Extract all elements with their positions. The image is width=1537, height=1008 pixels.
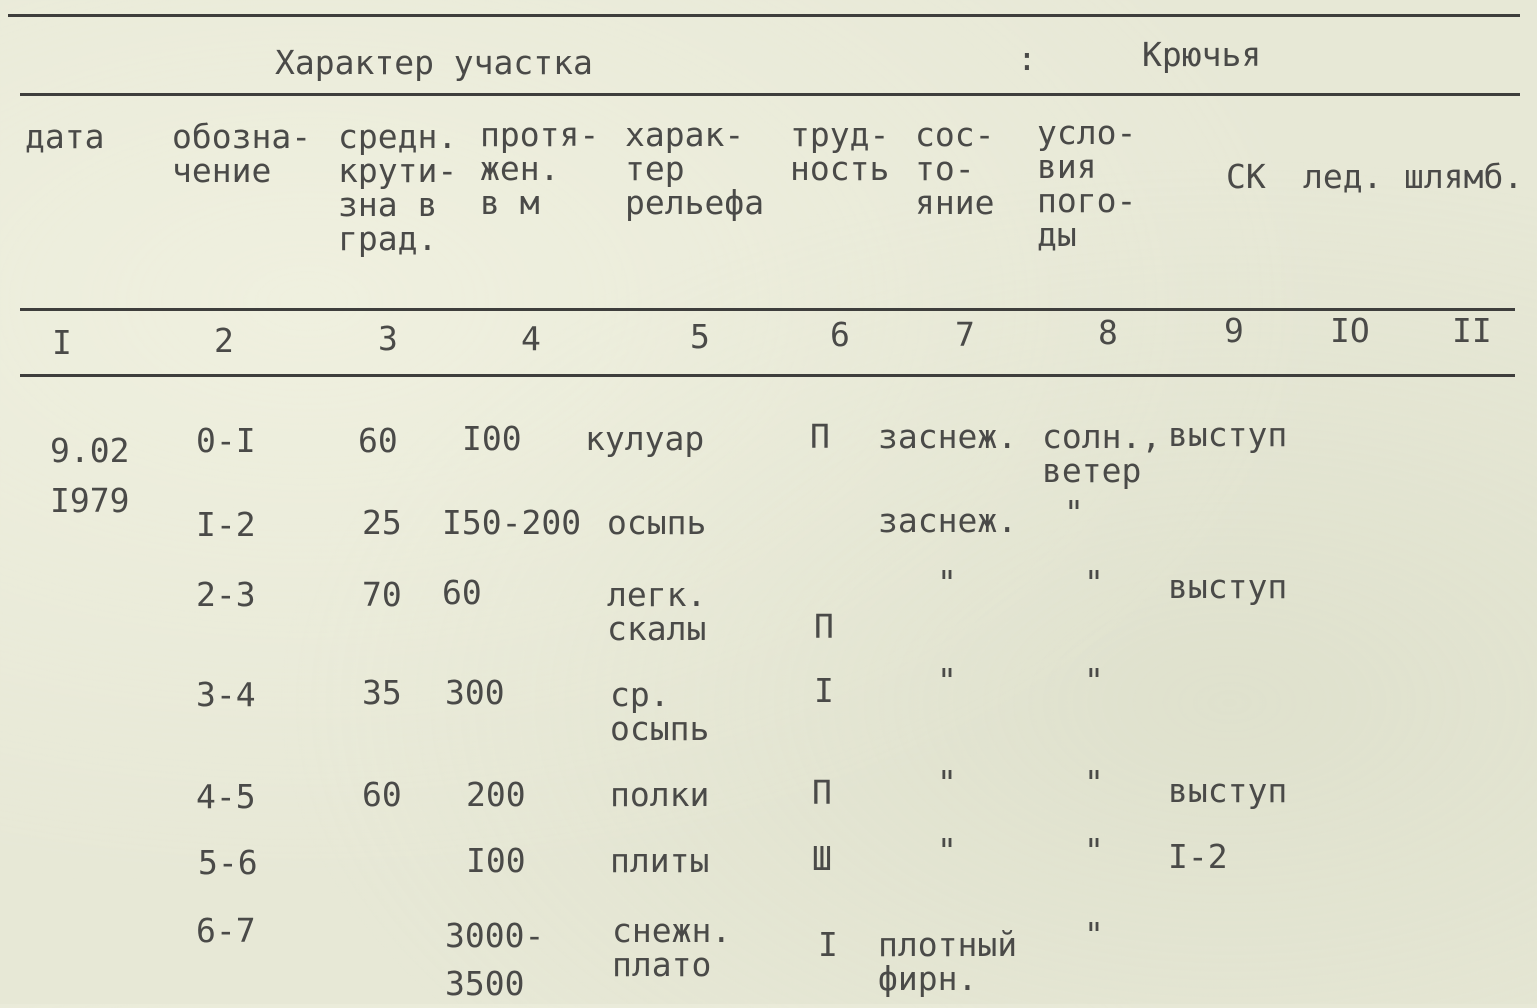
- row-3-difficulty: П: [814, 607, 834, 646]
- row-4-designation: 3-4: [196, 675, 256, 714]
- column-number-1: I: [52, 323, 72, 362]
- row-4-weather: ": [1084, 661, 1104, 700]
- row-4-relief: ср. осыпь: [610, 675, 710, 748]
- row-6-difficulty: Ш: [812, 839, 832, 878]
- row-7-length: 3000- 3500: [445, 916, 545, 1003]
- row-6-designation: 5-6: [198, 843, 258, 882]
- row-3-steepness: 70: [362, 575, 402, 614]
- column-label-designation: обозна- чение: [172, 117, 312, 190]
- entry-date: 9.02 I979: [50, 431, 130, 520]
- column-label-relief: харак- тер рельефа: [625, 115, 765, 222]
- row-3-sk: выступ: [1168, 567, 1288, 606]
- row-7-designation: 6-7: [196, 911, 256, 950]
- column-number-7: 7: [955, 315, 975, 354]
- row-2-weather: ": [1064, 493, 1084, 532]
- row-1-difficulty: П: [810, 417, 830, 456]
- column-number-rule: [20, 374, 1515, 377]
- row-1-state: заснеж.: [878, 417, 1018, 456]
- column-label-sk: СК: [1226, 157, 1266, 196]
- row-4-steepness: 35: [362, 673, 402, 712]
- column-label-weather: усло- вия пого- ды: [1037, 113, 1137, 254]
- column-number-6: 6: [830, 315, 850, 354]
- row-1-weather: солн., ветер: [1042, 417, 1162, 490]
- row-4-length: 300: [445, 673, 505, 712]
- row-7-weather: ": [1084, 915, 1104, 954]
- row-3-designation: 2-3: [196, 575, 256, 614]
- row-6-weather: ": [1084, 831, 1104, 870]
- column-number-9: 9: [1224, 311, 1244, 350]
- column-label-bolt: шлямб.: [1404, 157, 1524, 196]
- row-5-sk: выступ: [1168, 771, 1288, 810]
- row-1-designation: 0-I: [196, 421, 256, 460]
- row-2-length: I50-200: [442, 503, 582, 542]
- row-1-length: I00: [462, 419, 522, 458]
- section-header: Характер участка: [275, 43, 593, 82]
- column-label-state: сос- то- яние: [915, 115, 995, 222]
- row-7-state: плотный фирн.: [878, 925, 1018, 998]
- column-label-ice: лед.: [1303, 157, 1383, 196]
- row-5-length: 200: [466, 775, 526, 814]
- row-4-difficulty: I: [814, 671, 834, 710]
- column-label-length: протя- жен. в м: [480, 115, 600, 222]
- row-2-relief: осыпь: [607, 503, 707, 542]
- column-label-date: дата: [25, 117, 105, 156]
- column-label-steepness: средн. крути- зна в град.: [338, 117, 458, 258]
- row-6-sk: I-2: [1168, 837, 1228, 876]
- row-2-designation: I-2: [196, 505, 256, 544]
- row-1-steepness: 60: [358, 421, 398, 460]
- row-6-length: I00: [466, 841, 526, 880]
- row-5-state: ": [937, 763, 957, 802]
- row-3-relief: легк. скалы: [607, 575, 707, 648]
- row-5-designation: 4-5: [196, 777, 256, 816]
- column-label-difficulty: труд- ность: [790, 115, 890, 188]
- column-number-8: 8: [1098, 313, 1118, 352]
- column-number-4: 4: [521, 319, 541, 358]
- row-6-state: ": [937, 831, 957, 870]
- column-number-3: 3: [378, 319, 398, 358]
- row-7-difficulty: I: [818, 925, 838, 964]
- row-5-relief: полки: [610, 775, 710, 814]
- row-4-state: ": [937, 661, 957, 700]
- row-2-steepness: 25: [362, 503, 402, 542]
- row-3-weather: ": [1084, 563, 1104, 602]
- column-number-10: IO: [1330, 311, 1370, 350]
- column-number-2: 2: [214, 321, 234, 360]
- column-number-11: II: [1452, 311, 1492, 350]
- row-5-steepness: 60: [362, 775, 402, 814]
- row-7-relief: снежн. плато: [612, 911, 732, 984]
- row-3-state: ": [937, 563, 957, 602]
- row-1-sk: выступ: [1168, 415, 1288, 454]
- row-6-relief: плиты: [610, 841, 710, 880]
- header-rule: [20, 93, 1520, 96]
- top-rule: [8, 14, 1520, 17]
- row-5-weather: ": [1084, 763, 1104, 802]
- column-label-rule: [20, 308, 1515, 311]
- header-colon: :: [1017, 39, 1037, 78]
- row-3-length: 60: [442, 573, 482, 612]
- row-5-difficulty: П: [812, 773, 832, 812]
- row-2-state: заснеж.: [878, 501, 1018, 540]
- row-1-relief: кулуар: [585, 419, 705, 458]
- hooks-header: Крючья: [1142, 35, 1262, 74]
- column-number-5: 5: [690, 317, 710, 356]
